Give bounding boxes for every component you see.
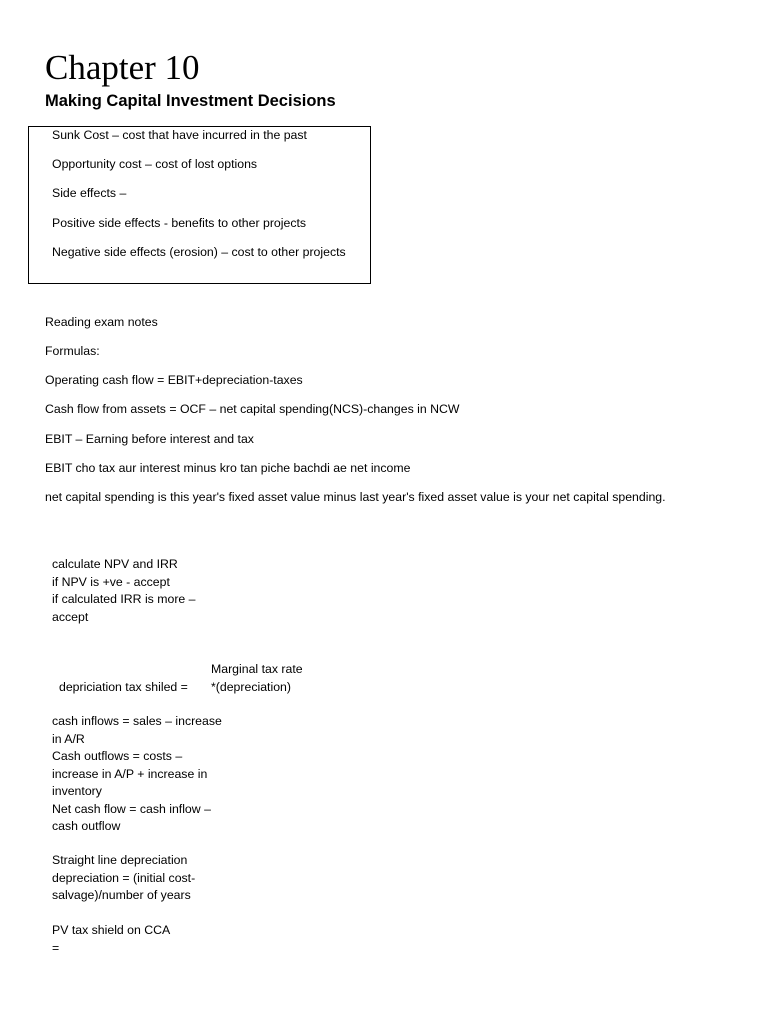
cash-flow-line: inventory <box>52 784 102 798</box>
npv-line: if calculated IRR is more – <box>52 592 196 606</box>
note-ebit-definition: EBIT – Earning before interest and tax <box>45 432 254 446</box>
definition-opportunity-cost: Opportunity cost – cost of lost options <box>52 157 258 171</box>
definitions-box <box>28 126 371 284</box>
note-formulas-heading: Formulas: <box>45 344 100 358</box>
chapter-title: Chapter 10 <box>45 48 200 87</box>
note-reading-exam: Reading exam notes <box>45 315 158 329</box>
cash-flow-line: Cash outflows = costs – <box>52 749 183 763</box>
note-ebit-explanation: EBIT cho tax aur interest minus kro tan piche bachdi ae net income <box>45 461 411 475</box>
cash-flow-line: cash outflow <box>52 819 121 833</box>
note-cash-flow-assets: Cash flow from assets = OCF – net capital spending(NCS)-changes in NCW <box>45 402 460 416</box>
note-operating-cash-flow: Operating cash flow = EBIT+depreciation-taxes <box>45 373 303 387</box>
tax-shield-formula-line: *(depreciation) <box>211 680 291 694</box>
definition-negative-side-effects: Negative side effects (erosion) – cost to other projects <box>52 245 346 259</box>
tax-shield-formula-line: Marginal tax rate <box>211 662 303 676</box>
page-subtitle: Making Capital Investment Decisions <box>45 92 336 110</box>
cca-line: PV tax shield on CCA <box>52 923 171 937</box>
cash-flow-line: Net cash flow = cash inflow – <box>52 802 211 816</box>
depreciation-line: salvage)/number of years <box>52 888 191 902</box>
note-net-capital-spending: net capital spending is this year's fixed asset value minus last year's fixed asset value is your net capital spending. <box>45 490 666 504</box>
cash-flow-line: in A/R <box>52 732 85 746</box>
npv-line: calculate NPV and IRR <box>52 557 178 571</box>
npv-line: if NPV is +ve - accept <box>52 575 170 589</box>
depreciation-line: depreciation = (initial cost- <box>52 871 196 885</box>
cash-flow-line: cash inflows = sales – increase <box>52 714 222 728</box>
cca-line: = <box>52 941 60 955</box>
npv-line: accept <box>52 610 89 624</box>
cash-flow-line: increase in A/P + increase in <box>52 767 208 781</box>
definition-positive-side-effects: Positive side effects - benefits to other projects <box>52 216 307 230</box>
definition-side-effects: Side effects – <box>52 186 127 200</box>
tax-shield-label: depriciation tax shiled = <box>59 680 188 694</box>
depreciation-line: Straight line depreciation <box>52 853 188 867</box>
definition-sunk-cost: Sunk Cost – cost that have incurred in the past <box>52 128 307 142</box>
